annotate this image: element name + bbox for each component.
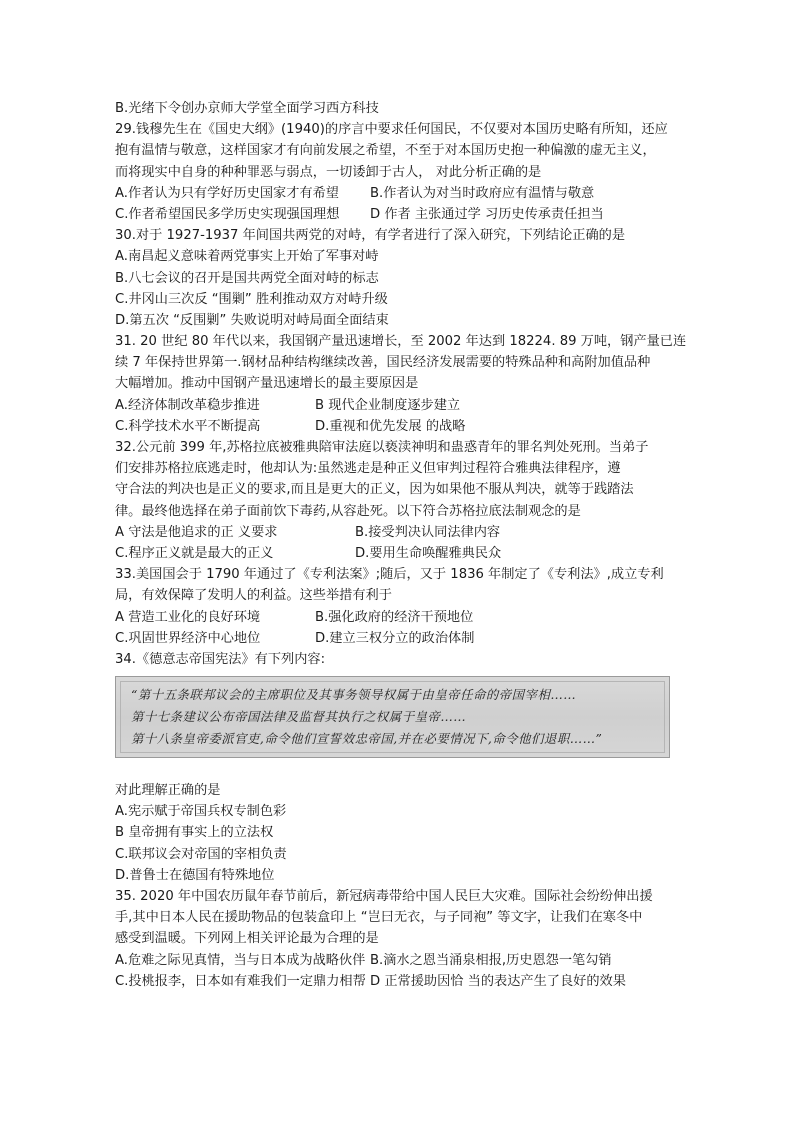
q35-stem-line-3: 感受到温暖。下列网上相关评论最为合理的是 bbox=[115, 931, 379, 947]
q29-option-b: B.作者认为对当时政府应有温情与敬意 bbox=[370, 185, 595, 201]
q30-option-d: D.第五次 “反围剿” 失败说明对峙局面全面结束 bbox=[115, 312, 389, 328]
q32-options-row-1 bbox=[115, 522, 683, 543]
q33-option-a: A 营造工业化的良好环境 bbox=[115, 609, 261, 625]
excerpt-line-3: 第十八条皇帝委派官吏,命令他们宣誓效忠帝国,并在必要情况下,命令他们退职……” bbox=[131, 731, 603, 747]
q31-stem-line-2: 续 7 年保持世界第一.钢材品种结构继续改善，国民经济发展需要的特殊品种和高附加值品种 bbox=[115, 355, 651, 371]
excerpt-line-2: 第十七条建议公布帝国法律及监督其执行之权属于皇帝…… bbox=[131, 709, 467, 725]
q33-stem-line-2: 局，有效保障了发明人的利益。这些举措有利于 bbox=[115, 588, 392, 604]
q32-stem-line-3: 守合法的判决也是正义的要求,而且是更大的正义，因为如果他不服从判决，就等于践踏法 bbox=[115, 482, 634, 498]
q34-option-b: B 皇帝拥有事实上的立法权 bbox=[115, 825, 274, 841]
q31-options-row-2 bbox=[115, 416, 683, 437]
q33-options-row-2 bbox=[115, 628, 683, 649]
q32-option-a: A 守法是他追求的正 义要求 bbox=[115, 524, 278, 540]
q35-options-row-1 bbox=[115, 950, 683, 971]
constitution-excerpt-photo bbox=[115, 676, 670, 758]
q29-options-row-1 bbox=[115, 183, 683, 204]
q32-option-b: B.接受判决认同法律内容 bbox=[355, 524, 501, 540]
q31-stem-line-3: 大幅增加。推动中国钢产量迅速增长的最主要原因是 bbox=[115, 376, 419, 392]
q35-option-b: B.滴水之恩当涌泉相报,历史恩怨一笔勾销 bbox=[370, 952, 612, 968]
q35-option-a: A.危难之际见真情，当与日本成为战略伙伴 bbox=[115, 952, 366, 968]
q35-option-c: C.投桃报李，日本如有难我们一定鼎力相帮 bbox=[115, 973, 366, 989]
q29-option-a: A.作者认为只有学好历史国家才有希望 bbox=[115, 185, 339, 201]
q32-option-d: D.要用生命唤醒雅典民众 bbox=[355, 545, 502, 561]
excerpt-line-1: “第十五条联邦议会的主席职位及其事务领导权属于由皇帝任命的帝国宰相…… bbox=[131, 687, 577, 703]
q33-option-c: C.巩固世界经济中心地位 bbox=[115, 630, 261, 646]
q35-options-row-2 bbox=[115, 971, 683, 992]
q29-stem-line-3: 而将现实中自身的种种罪恶与弱点，一切诿卸于古人， 对此分析正确的是 bbox=[115, 164, 542, 180]
q35-stem-line-1: 35. 2020 年中国农历鼠年春节前后，新冠病毒带给中国人民巨大灾难。国际社会纷纷伸出援 bbox=[115, 889, 653, 904]
q33-option-b: B.强化政府的经济干预地位 bbox=[315, 609, 474, 625]
q34-intro: 34.《德意志帝国宪法》有下列内容: bbox=[115, 651, 326, 667]
q34-option-c: C.联邦议会对帝国的宰相负责 bbox=[115, 846, 287, 862]
q35-stem-line-2: 手,其中日本人民在援助物品的包装盒印上 “岂曰无衣，与子同袍” 等文字，让我们在寒冬中 bbox=[115, 910, 643, 926]
q31-option-a: A.经济体制改革稳步推进 bbox=[115, 397, 260, 413]
q29-option-d: D 作者 主张通过学 习历史传承责任担当 bbox=[370, 206, 604, 222]
q33-options-row-1 bbox=[115, 607, 683, 628]
q30-stem: 30.对于 1927-1937 年间国共两党的对峙，有学者进行了深入研究，下列结论正确的是 bbox=[115, 228, 626, 244]
q29-stem-line-2: 抱有温情与敬意，这样国家才有向前发展之希望，不至于对本国历史抱一种偏激的虚无主义， bbox=[115, 143, 656, 159]
q32-option-c: C.程序正义就是最大的正义 bbox=[115, 545, 274, 561]
q32-stem-line-2: 们安排苏格拉底逃走时，他却认为:虽然逃走是种正义但审判过程符合雅典法律程序，遵 bbox=[115, 461, 621, 477]
q30-option-a: A.南昌起义意味着两党事实上开始了军事对峙 bbox=[115, 249, 379, 265]
q35-option-d: D 正常援助因恰 当的表达产生了良好的效果 bbox=[370, 973, 626, 989]
q31-stem-line-1: 31. 20 世纪 80 年代以来，我国钢产量迅速增长，至 2002 年达到 18224. 89 万吨，钢产量已连 bbox=[115, 334, 687, 350]
q34-option-a: A.宪示赋于帝国兵权专制色彩 bbox=[115, 804, 287, 820]
constitution-excerpt-text bbox=[120, 681, 665, 753]
q31-option-c: C.科学技术水平不断提高 bbox=[115, 418, 261, 434]
q28-option-b: B.光绪下令创办京师大学堂全面学习西方科技 bbox=[115, 101, 379, 116]
q33-option-d: D.建立三权分立的政治体制 bbox=[315, 630, 475, 646]
q30-option-b: B.八七会议的召开是国共两党全面对峙的标志 bbox=[115, 270, 379, 286]
exam-content bbox=[115, 98, 687, 992]
q32-options-row-2 bbox=[115, 543, 683, 564]
q32-stem-line-1: 32.公元前 399 年,苏格拉底被雅典陪审法庭以亵渎神明和蛊惑青年的罪名判处死刑。当弟子 bbox=[115, 440, 649, 455]
q34-option-d: D.普鲁士在德国有特殊地位 bbox=[115, 867, 275, 883]
q31-option-b: B 现代企业制度逐步建立 bbox=[315, 397, 461, 413]
q33-stem-line-1: 33.美国国会于 1790 年通过了《专利法案》;随后，又于 1836 年制定了《专利法》,成立专利 bbox=[115, 567, 664, 583]
q32-stem-line-4: 律。最终他选择在弟子面前饮下毒药,从容赴死。以下符合苏格拉底法制观念的是 bbox=[115, 503, 581, 519]
q31-option-d: D.重视和优先发展 的战略 bbox=[315, 418, 466, 434]
q30-option-c: C.井冈山三次反 “围剿” 胜利推动双方对峙升级 bbox=[115, 291, 388, 307]
q34-stem: 对此理解正确的是 bbox=[115, 783, 221, 799]
q31-options-row-1 bbox=[115, 395, 683, 416]
q29-options-row-2 bbox=[115, 204, 683, 225]
q29-option-c: C.作者希望国民多学历史实现强国理想 bbox=[115, 206, 340, 222]
q29-stem-line-1: 29.钱穆先生在《国史大纲》(1940)的序言中要求任何国民，不仅要对本国历史略有所知，还应 bbox=[115, 122, 668, 138]
